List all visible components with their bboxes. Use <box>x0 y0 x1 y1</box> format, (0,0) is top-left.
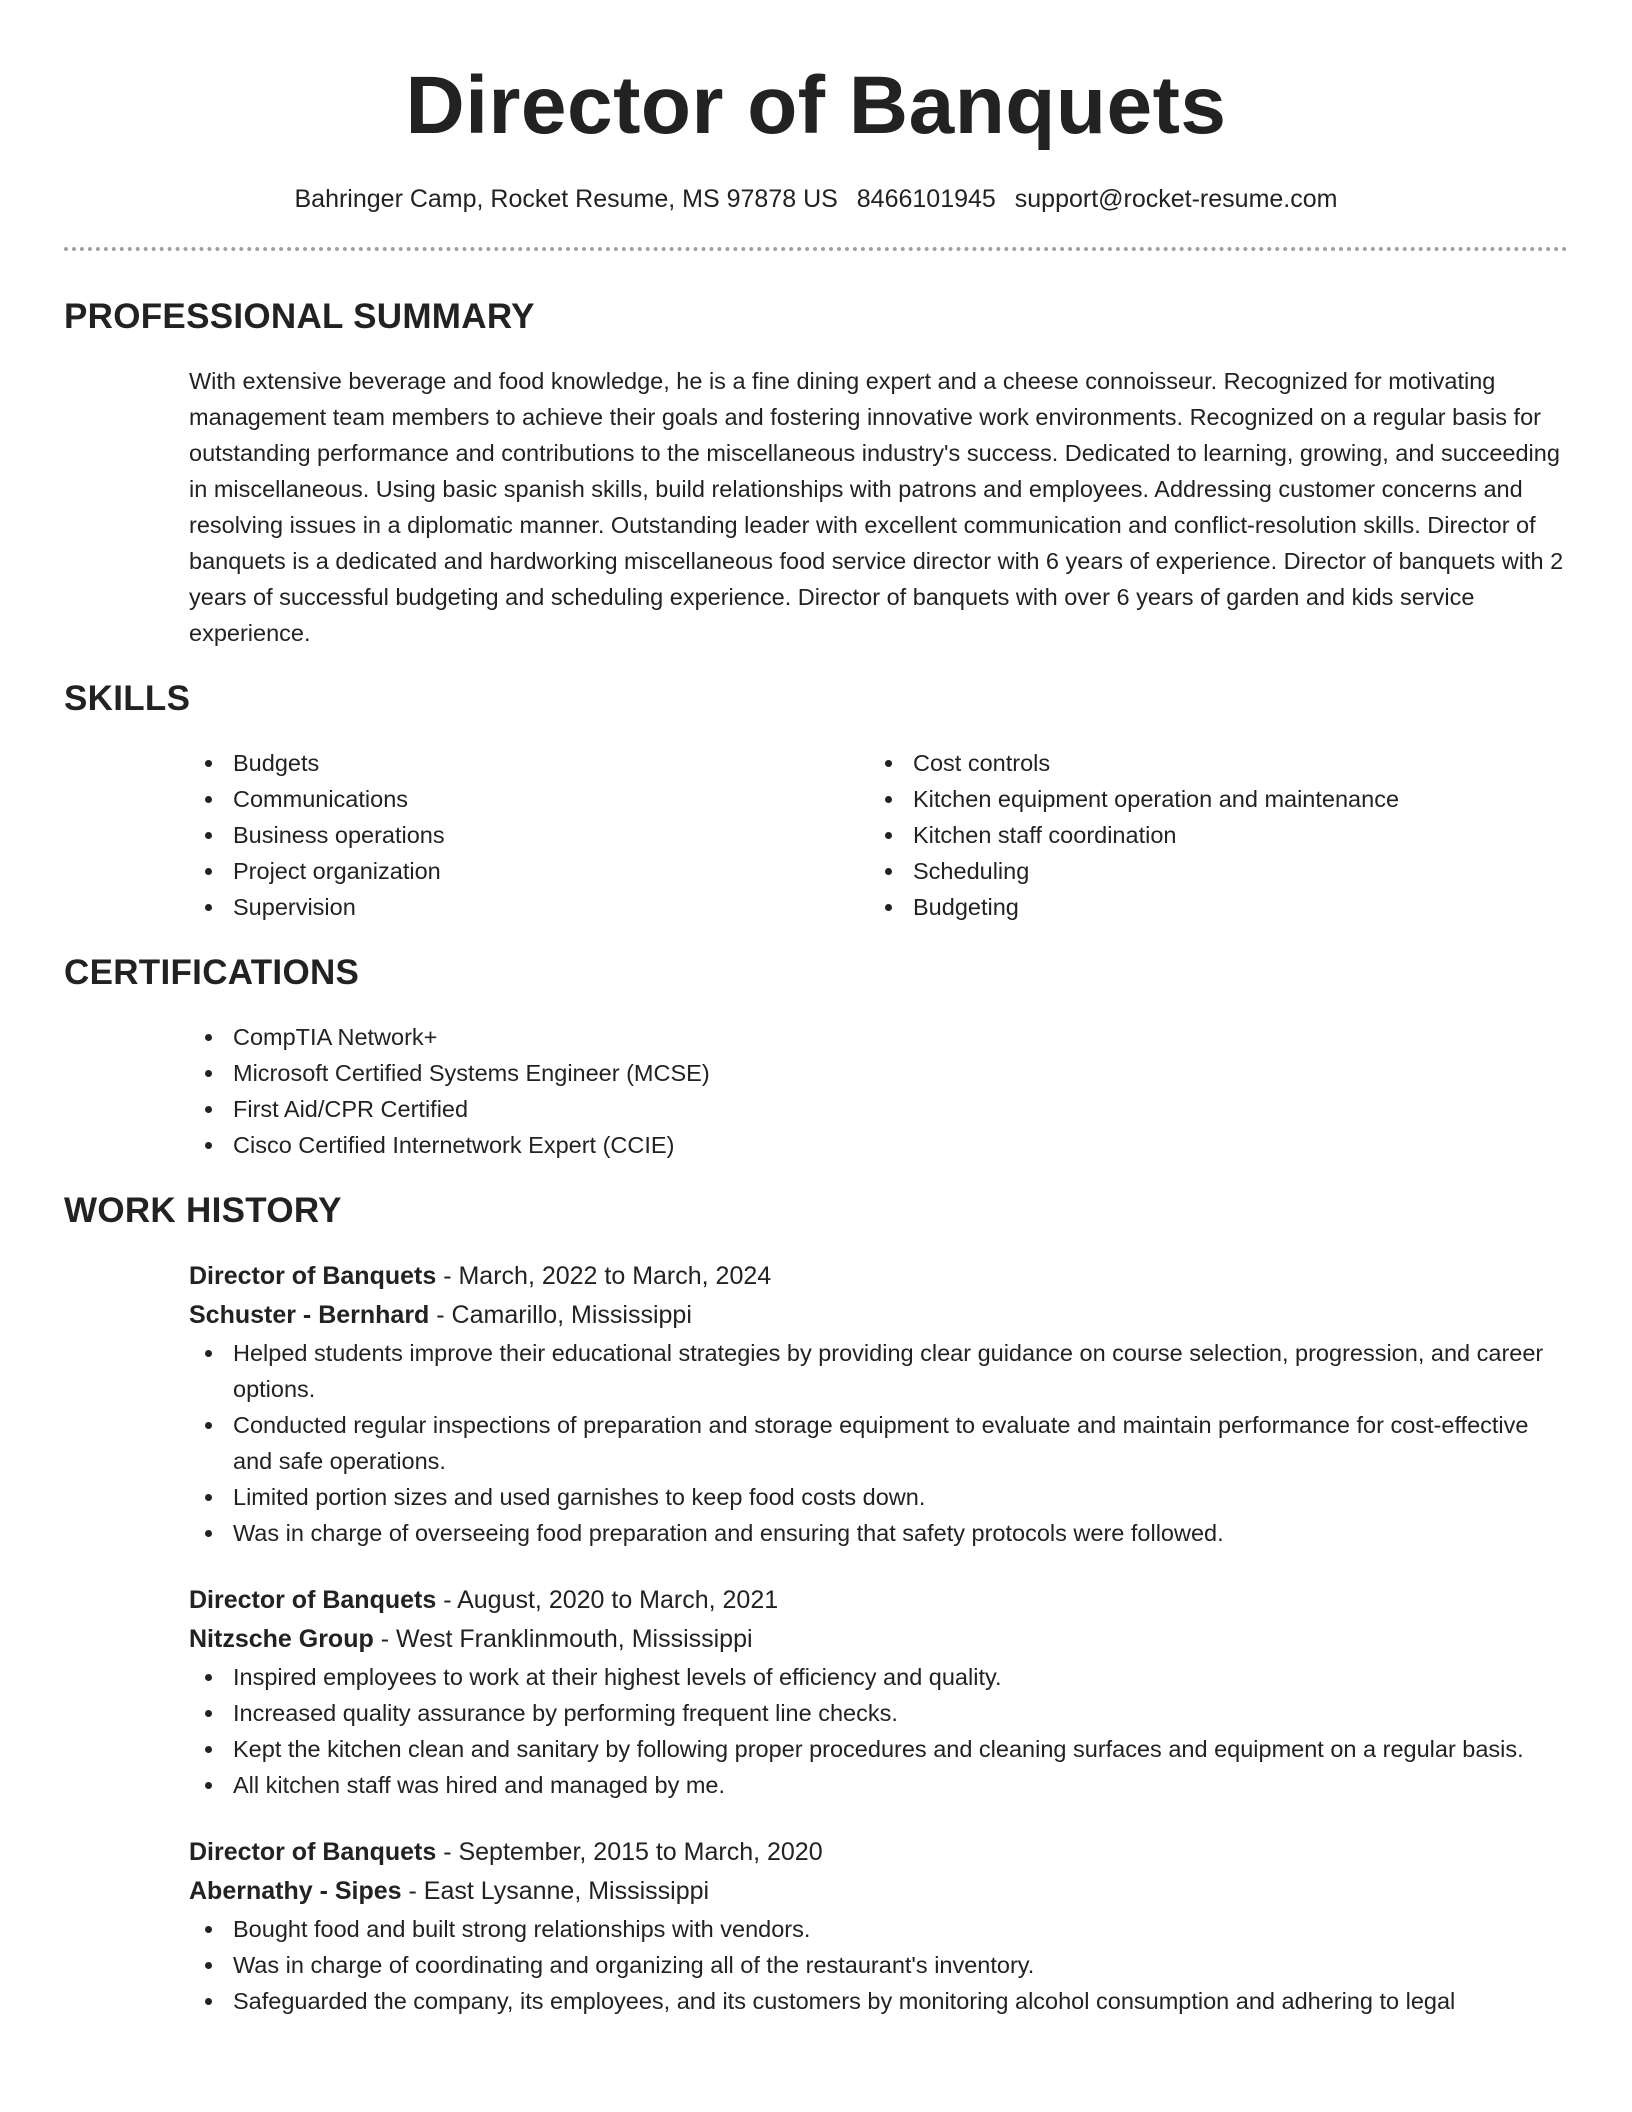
bullet-dot <box>205 1494 212 1501</box>
job-bullet-text: Was in charge of coordinating and organizing all of the restaurant's inventory. <box>233 1952 1035 1978</box>
skill-label: Scheduling <box>913 858 1030 884</box>
skill-label: Kitchen equipment operation and maintenance <box>913 786 1400 812</box>
resume-name: Director of Banquets <box>405 60 1227 151</box>
job-location: - West Franklinmouth, Mississippi <box>373 1625 753 1653</box>
job-entry <box>189 1257 1568 1551</box>
job-bullet <box>189 1659 1568 1695</box>
bullet-dot <box>205 1710 212 1717</box>
bullet-dot <box>205 1962 212 1969</box>
bullet-dot <box>205 1782 212 1789</box>
job-entry <box>189 1581 1568 1803</box>
job-bullet <box>189 1515 1568 1551</box>
certification-label: Cisco Certified Internetwork Expert (CCIE) <box>233 1132 675 1158</box>
bullet-dot <box>205 832 212 839</box>
certification-item <box>189 1019 1568 1055</box>
bullet-dot <box>205 1422 212 1429</box>
job-company-line <box>189 1620 1568 1659</box>
job-bullet <box>189 1407 1568 1479</box>
job-bullet-text: Increased quality assurance by performing frequent line checks. <box>233 1700 898 1726</box>
job-bullet-text: All kitchen staff was hired and managed by me. <box>233 1772 726 1798</box>
certification-label: Microsoft Certified Systems Engineer (MCSE) <box>233 1060 710 1086</box>
skills-column-left <box>189 745 869 925</box>
job-bullet-text: Was in charge of overseeing food preparation and ensuring that safety protocols were followed. <box>233 1520 1224 1546</box>
job-bullets <box>189 1659 1568 1803</box>
skill-label: Supervision <box>233 894 356 920</box>
job-company: Nitzsche Group <box>189 1625 374 1653</box>
bullet-dot <box>205 904 212 911</box>
bullet-dot <box>885 904 892 911</box>
skill-item <box>189 817 869 853</box>
job-company: Schuster - Bernhard <box>189 1301 430 1329</box>
job-bullet-text: Safeguarded the company, its employees, and its customers by monitoring alcohol consumption and adhering to legal <box>233 1988 1456 2014</box>
job-bullet <box>189 1983 1568 2019</box>
bullet-dot <box>205 1350 212 1357</box>
bullet-dot <box>205 868 212 875</box>
bullet-dot <box>205 1530 212 1537</box>
contact-email: support@rocket-resume.com <box>1014 185 1338 213</box>
job-title-line <box>189 1581 1568 1620</box>
job-bullet <box>189 1767 1568 1803</box>
bullet-dot <box>885 868 892 875</box>
job-role: Director of Banquets <box>189 1262 437 1290</box>
skill-item <box>869 889 1549 925</box>
job-bullet <box>189 1335 1568 1407</box>
job-title-line <box>189 1833 1568 1872</box>
section-title-work-history: WORK HISTORY <box>64 1191 342 1230</box>
certifications-block <box>189 1019 1568 1163</box>
skill-item <box>189 889 869 925</box>
skill-label: Kitchen staff coordination <box>913 822 1177 848</box>
job-bullet-text: Limited portion sizes and used garnishes to keep food costs down. <box>233 1484 926 1510</box>
skills-list-left <box>189 745 869 925</box>
bullet-dot <box>885 760 892 767</box>
summary-text: With extensive beverage and food knowledge, he is a fine dining expert and a cheese connoisseur. Recognized for motivating management team members to achieve their goals and fostering innovative work environments. Recognized on a regular basis for outstanding performance and contributions to the miscellaneous industry's success. Dedicated to learning, growing, and succeeding in miscellaneous. Using basic spanish skills, build relationships with patrons and employees. Addressing customer concerns and resolving issues in a diplomatic manner. Outstanding leader with excellent communication and conflict-resolution skills. Director of banquets is a dedicated and hardworking miscellaneous food service director with 6 years of experience. Director of banquets with 2 years of successful budgeting and scheduling experience. Director of banquets with over 6 years of garden and kids service experience. <box>189 368 1564 646</box>
skill-item <box>189 745 869 781</box>
job-title-line <box>189 1257 1568 1296</box>
job-company-line <box>189 1296 1568 1335</box>
skill-item <box>189 781 869 817</box>
bullet-dot <box>205 1106 212 1113</box>
section-title-summary: PROFESSIONAL SUMMARY <box>64 297 535 336</box>
job-bullet-text: Inspired employees to work at their highest levels of efficiency and quality. <box>233 1664 1002 1690</box>
contact-address: Bahringer Camp, Rocket Resume, MS 97878 US <box>294 185 838 213</box>
job-role: Director of Banquets <box>189 1838 437 1866</box>
job-bullets <box>189 1335 1568 1551</box>
skills-column-right <box>869 745 1549 925</box>
certification-label: CompTIA Network+ <box>233 1024 438 1050</box>
certification-item <box>189 1127 1568 1163</box>
contact-phone: 8466101945 <box>856 185 996 213</box>
job-company: Abernathy - Sipes <box>189 1877 402 1905</box>
skill-item <box>189 853 869 889</box>
bullet-dot <box>205 1746 212 1753</box>
job-bullet <box>189 1947 1568 1983</box>
skill-label: Communications <box>233 786 409 812</box>
job-entry <box>189 1833 1568 2019</box>
job-role: Director of Banquets <box>189 1586 437 1614</box>
skill-item <box>869 853 1549 889</box>
job-dates: - September, 2015 to March, 2020 <box>436 1838 823 1866</box>
skills-list-right <box>869 745 1549 925</box>
contact-line <box>64 184 1568 214</box>
job-bullet <box>189 1911 1568 1947</box>
certifications-list <box>189 1019 1568 1163</box>
skill-item <box>869 781 1549 817</box>
job-location: - East Lysanne, Mississippi <box>401 1877 710 1905</box>
job-bullet <box>189 1479 1568 1515</box>
bullet-dot <box>205 1926 212 1933</box>
job-bullet-text: Bought food and built strong relationships with vendors. <box>233 1916 811 1942</box>
skill-label: Business operations <box>233 822 445 848</box>
certification-label: First Aid/CPR Certified <box>233 1096 469 1122</box>
job-bullet-text: Kept the kitchen clean and sanitary by following proper procedures and cleaning surfaces and equipment on a regular basis. <box>233 1736 1524 1762</box>
skill-label: Budgets <box>233 750 320 776</box>
skill-label: Project organization <box>233 858 441 884</box>
header-divider <box>64 247 1568 251</box>
bullet-dot <box>205 1674 212 1681</box>
job-bullet <box>189 1731 1568 1767</box>
bullet-dot <box>205 1998 212 2005</box>
job-dates: - March, 2022 to March, 2024 <box>436 1262 772 1290</box>
job-bullet-text: Conducted regular inspections of preparation and storage equipment to evaluate and maintain performance for cost-effective and safe operations. <box>233 1412 1529 1474</box>
section-title-skills: SKILLS <box>64 679 191 718</box>
bullet-dot <box>205 1142 212 1149</box>
bullet-dot <box>205 796 212 803</box>
section-title-certifications: CERTIFICATIONS <box>64 953 360 992</box>
bullet-dot <box>885 796 892 803</box>
bullet-dot <box>205 760 212 767</box>
job-dates: - August, 2020 to March, 2021 <box>436 1586 779 1614</box>
bullet-dot <box>205 1034 212 1041</box>
bullet-dot <box>205 1070 212 1077</box>
skill-item <box>869 817 1549 853</box>
skill-item <box>869 745 1549 781</box>
job-bullets <box>189 1911 1568 2019</box>
certification-item <box>189 1091 1568 1127</box>
bullet-dot <box>885 832 892 839</box>
skills-grid <box>189 745 1568 925</box>
job-location: - Camarillo, Mississippi <box>429 1301 692 1329</box>
skill-label: Cost controls <box>913 750 1051 776</box>
skill-label: Budgeting <box>913 894 1019 920</box>
job-bullet-text: Helped students improve their educational strategies by providing clear guidance on course selection, progression, and career options. <box>233 1340 1544 1402</box>
job-bullet <box>189 1695 1568 1731</box>
certification-item <box>189 1055 1568 1091</box>
job-company-line <box>189 1872 1568 1911</box>
